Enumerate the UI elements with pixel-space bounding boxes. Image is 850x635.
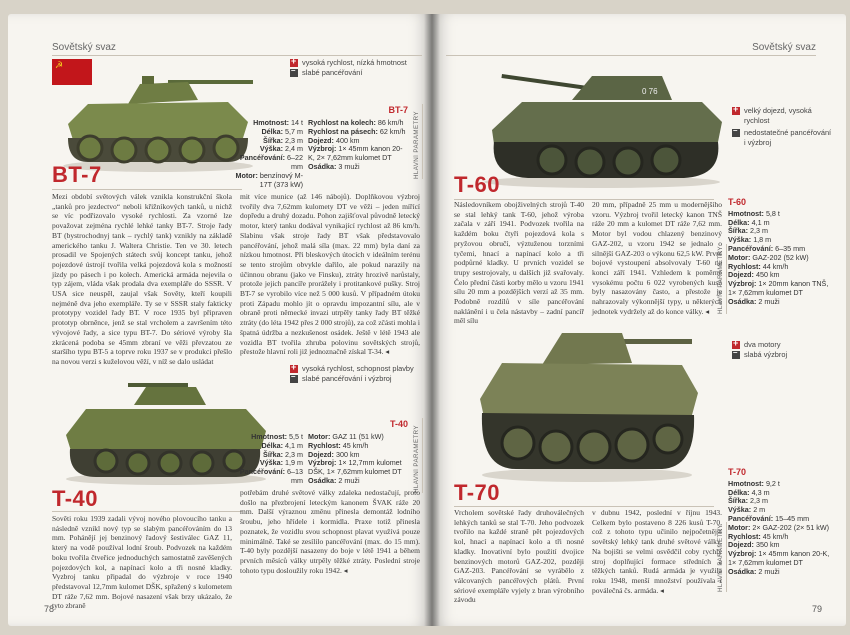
param-label: Výzbroj:	[308, 144, 337, 154]
minus-icon	[732, 129, 740, 137]
svg-text:0 76: 0 76	[642, 87, 658, 96]
page-number: 78	[44, 604, 55, 614]
t60-text-col1: Následovníkem obojživelných strojů T-40 se stal lehký tank T-60, jehož výroba začala v září 1941. Podvozek tvořila na každém boku čtyři pojezdová kola s pryžovou obručí, výztuženou torzními tyčemi, hnací a napínací kolo a tři podpůrné kladky. U prvních vozidel se trupy sestrojovaly, u dalších již svařovaly. Čelo přední části korby mělo u vzoru 1941 sílu 20 mm a pozdějších verzí až 35 mm. Podobně rozdílů v síle pancéřování naklánění i u čela nástavby – zadní pancíř měl sílu	[454, 200, 584, 326]
bt7-cons: slabé pancéřování	[302, 68, 363, 77]
t40-title-rule	[52, 511, 242, 512]
t70-tank-image	[472, 319, 702, 484]
t40-cons: slabé pancéřování i výzbroj	[302, 374, 392, 383]
t60-title: T-60	[454, 172, 501, 197]
param-value: 5,8 t	[765, 208, 780, 218]
t40-text-col1: Sověti roku 1939 zadali vývoj nového plovoucího tanku a následně vznikl nový typ se slabým pancéřováním do 13 mm. Pohánějí jej benzinový řadový šestiválec GAZ 11, který na vodě používal lodní šroub. Podvozek na každém boku tvořila čtveřice jednoduchých samostatně zavěšených pojezdových kol, a napínací kolo a tři nosné kladky. Vyzbroj tanku připadal do výzbroje v roce 1940 představoval 12,7mm kulomet DŠK, spřažený s kulometem DT ráže 7,62 mm. Bojové nasazení však brzy ukázalo, že tyto zbraně	[52, 514, 232, 611]
param-value: 4,1 m	[751, 217, 770, 227]
bt7-legend	[290, 58, 407, 78]
param-label: Dojezd:	[308, 135, 334, 145]
page-number: 79	[811, 604, 822, 614]
param-value: 6–35 mm	[775, 243, 806, 253]
minus-icon	[290, 375, 298, 383]
param-value: 1,9 m	[285, 458, 303, 468]
right-page	[432, 14, 846, 626]
t70-text-col2: v dubnu 1942, poslední v říjnu 1943. Celkem bylo postaveno 8 226 kusů T-70, což z tohoto typu učinilo nejpočetnější sovětský lehký tank druhé světové války. Na bojišti se velmi osvědčil coby rychlý stroj doplňující formace středních a těžkých tanků. Rudá armáda je využila roku 1948, menší množství používala i poválečná čs. armáda. ◂	[592, 508, 722, 595]
bt7-title: BT-7	[52, 162, 102, 187]
param-value: 2,3 m	[285, 449, 303, 459]
param-label: Rychlost:	[728, 261, 761, 271]
param-value: GAZ-202 (52 kW)	[752, 252, 809, 262]
param-value: 5,5 t	[289, 432, 303, 441]
param-label: Výzbroj:	[308, 458, 337, 468]
param-label: Osádka:	[308, 161, 337, 171]
param-row	[228, 154, 303, 172]
param-value: 14 t	[291, 118, 303, 127]
t40-pros: vysoká rychlost, schopnost plavby	[302, 364, 414, 373]
param-label: Hmotnost:	[728, 478, 764, 488]
param-value: 62 km/h	[379, 126, 406, 136]
param-row	[308, 145, 408, 163]
param-row	[308, 459, 408, 477]
book-spine	[424, 14, 440, 626]
t40-param-header: T-40	[389, 419, 408, 429]
bt7-text-col2: mit více munice (až 146 nábojů). Doplňkovou výzbroj tvořily dva 7,62mm kulomety DT ve věži – jeden mířící dopředu a druhý dozadu. Pohon zajišťoval původně letecký motor, který tanku dodával vynikající rychlost až 86 km/h. Slabinu však stroje řady BT však představovalo pancéřování, jehož malá síla (max. 22 mm) byla daní za nízkou hmotnost. Při bleskových útocích v ideálním terénu se tento strojům obvykle dařilo, ale pokud narazily na účinnou obranu (jako ve Finsku), ztráty hrozivě narůstaly, protože jejich pancíře prorážely i protitankové pušky. Stroj BT-7 se vyrobilo více než 5 000 kusů. V případném útoku proti Západu mohlo jít o opravdu impozantní sílu, ale v obraně proti německé invazi utrpěly tanky řady BT těžké ztráty (do léta 1942 přes 2 000 strojů), za což zčásti mohla i špatná údržba a nezkušenost osádek. Ještě v létě 1943 ale vozidla BT tvořila zhruba polovinu sovětských strojů, přestože hlavní roli již jednoznačně získal T-34. ◂	[240, 192, 420, 357]
param-row	[228, 172, 303, 190]
param-label: Výška:	[728, 235, 752, 245]
param-value: 450 km	[755, 270, 780, 280]
t60-legend	[732, 106, 832, 148]
param-label: Rychlost na kolech:	[308, 118, 376, 127]
param-label: Dojezd:	[728, 540, 754, 550]
param-value: 9,2 t	[765, 478, 780, 488]
param-value: 2,3 m	[285, 135, 303, 145]
param-label: Šířka:	[263, 135, 284, 145]
param-value: 6–22 mm	[287, 153, 303, 171]
param-label: Hmotnost:	[728, 208, 764, 218]
minus-icon	[732, 351, 740, 359]
param-value: 1× 12,7mm kulomet DŠK, 1× 7,62mm kulomet DT	[308, 458, 402, 477]
param-value: benzínový M-17T (373 kW)	[259, 170, 303, 189]
param-value: 3 muži	[338, 161, 360, 171]
param-value: 4,1 m	[285, 440, 303, 450]
param-value: 2,4 m	[285, 144, 303, 154]
param-value: 2,3 m	[749, 496, 768, 506]
t40-legend	[290, 364, 414, 384]
param-label: Dojezd:	[308, 449, 334, 459]
t70-param-header: T-70	[728, 467, 747, 477]
minus-icon	[290, 69, 298, 77]
t60-parameters	[728, 198, 833, 307]
param-label: Rychlost:	[308, 440, 341, 450]
param-row	[308, 163, 408, 172]
t70-pros: dva motory	[744, 340, 781, 349]
t60-param-header: T-60	[728, 197, 747, 207]
param-label: Šířka:	[728, 226, 748, 236]
param-label: Hmotnost:	[253, 118, 289, 127]
param-label: Délka:	[261, 126, 284, 136]
bt7-pros: vysoká rychlost, nízká hmotnost	[302, 58, 407, 67]
t60-cons: nedostatečné pancéřování i výzbroj	[744, 128, 832, 147]
t70-cons: slabá výzbroj	[744, 350, 788, 359]
param-row	[308, 477, 408, 486]
t60-vertical-label: HLAVNÍ PARAMETRY	[717, 244, 727, 314]
param-value: 1× 45mm kanon 20-K, 1× 7,62mm kulomet DT	[728, 549, 830, 567]
param-label: Rychlost:	[728, 531, 761, 541]
t60-text-col2: 20 mm, případně 25 mm u modernějšího vzoru. Výzbroj tvořil letecký kanon TNŠ ráže 20 mm a kulomet DT ráže 7,62 mm. Motor byl vodou chlazený benzinový GAZ-202, u vzoru 1942 se jednalo o silnější GAZ-203 o výkonu 62,5 kW. První bojové vystoupení absolvovaly T-60 na konci září 1941. Vzhledem k poměrně vysokému počtu 6 022 vyrobených kusů byly nasazovány často, a přestože je nahrazovaly výkonnější typy, u některých jednotek vydržely až do konce války. ◂	[592, 200, 722, 316]
t70-title-rule	[454, 506, 714, 507]
param-value: 5,7 m	[285, 126, 303, 136]
param-label: Šířka:	[263, 449, 284, 459]
param-label: Výzbroj:	[728, 279, 757, 289]
running-head: Sovětský svaz	[52, 42, 116, 53]
param-row	[728, 568, 833, 577]
param-label: Délka:	[261, 440, 284, 450]
param-value: 1× 20mm kanon TNŠ, 1× 7,62mm kulomet DT	[728, 279, 829, 297]
bt7-parameters	[235, 105, 408, 189]
param-value: 2 muži	[758, 296, 780, 306]
bt7-param-header: BT-7	[388, 105, 408, 115]
t40-text-col2: potřebám druhé světové války zdaleka nedostačují, proto došlo na přezbrojení leteckým kanonem ŠVAK ráže 20 mm. Další výraznou změnu přinesla demontáž lodního šroubu, jeho hřídele i kormidla. Praxe totiž přinesla poznatek, že vozidlu svou schopnost plavat využívá pouze minimálně. Také se zesílilo pancéřování (max. do 15 mm). T-40 byly pozdější nasazeny do boje v létě 1941 a během prvních měsíců války utrpěly těžké ztráty. Poslední stroje tohoto typu dosloužily roku 1942. ◂	[240, 488, 420, 575]
param-value: 1× 45mm kanon 20-K, 2× 7,62mm kulomet DT	[308, 144, 403, 163]
t60-pros: velký dojezd, vysoká rychlost	[744, 106, 812, 125]
param-value: 44 km/h	[762, 261, 789, 271]
t70-vertical-label: HLAVNÍ PARAMETRY	[717, 522, 727, 592]
t40-title: T-40	[52, 486, 99, 511]
param-value: 4,3 m	[751, 487, 770, 497]
param-row	[228, 468, 303, 486]
param-value: GAZ 11 (51 kW)	[332, 432, 384, 441]
param-row	[728, 280, 833, 298]
param-label: Šířka:	[728, 496, 748, 506]
param-label: Výzbroj:	[728, 549, 757, 559]
header-rule	[52, 55, 422, 56]
param-row	[728, 298, 833, 307]
param-value: 2,3 m	[749, 226, 768, 236]
t60-tank-image	[472, 50, 732, 190]
param-label: Rychlost na pásech:	[308, 126, 378, 136]
param-label: Osádka:	[728, 566, 757, 576]
param-label: Motor:	[308, 432, 331, 441]
param-value: 350 km	[755, 540, 780, 550]
param-label: Osádka:	[728, 296, 757, 306]
bt7-text-col1: Mezi období světových válek vznikla konstrukční škola „tanků pro jezdectvo“ neboli křižníkových tanků, u nichž se víc podřizovalo vysoké rychlosti. Za vzorné lze považovat zejména rychlé lehké tanky BT-7. Stroje řady BT (bystrochodnyj tank – rychlý tank) vznikly na základě amerického tanku J. Waltera Christie. Ten ve 30. letech prosadil ve Spojených státech svůj koncept tanku, jehož pojezdové ústrojí tvořila velká pojezdová kola s možností jízdy po pásech i po kolech. Americká armáda nejevila o typ zájem, vláda však prodala dva exempláře do SSSR. V USA sice neuspěl, zaujal však Sověty, kteří koupili nejméně dva jeho exempláře. Ty se v SSSR staly fakticky prototypy vozidel řady BT. V roce 1935 byl připraven prototyp obrněnce, jenž se stal vrcholem a završením této vývojové řady, a sice typu BT-7. Do sériové výroby šla zkrácená podoba se 45mm zbraní ve věži převzatou ze staršího typu BT-5 a toprve roku 1937 se v produkci přešlo na novou verzi s kuželovou věží, v níž se dalo usládat	[52, 192, 232, 366]
t70-parameters	[728, 468, 833, 577]
param-label: Výška:	[259, 458, 284, 468]
param-label: Výška:	[259, 144, 284, 154]
bt7-vertical-label: HLAVNÍ PARAMETRY	[413, 104, 423, 179]
param-value: 45 km/h	[762, 531, 789, 541]
param-value: 15–45 mm	[775, 513, 810, 523]
param-value: 2 muži	[338, 475, 360, 485]
param-label: Délka:	[728, 217, 750, 227]
plus-icon	[732, 107, 740, 115]
param-value: 2 m	[753, 505, 766, 515]
param-label: Pancéřování:	[239, 153, 285, 163]
param-value: 2 muži	[758, 566, 780, 576]
soviet-flag-icon: ☭	[52, 59, 92, 85]
param-label: Pancéřování:	[239, 467, 285, 477]
param-label: Dojezd:	[728, 270, 754, 280]
left-page	[8, 14, 432, 626]
t70-title: T-70	[454, 480, 501, 505]
param-value: 86 km/h	[377, 118, 404, 127]
param-label: Motor:	[235, 170, 258, 180]
param-value: 2× GAZ-202 (2× 51 kW)	[752, 522, 830, 532]
t40-vertical-label: HLAVNÍ PARAMETRY	[413, 418, 423, 493]
param-value: 1,8 m	[753, 235, 772, 245]
param-label: Pancéřování:	[728, 243, 774, 253]
param-label: Výška:	[728, 505, 752, 515]
param-label: Motor:	[728, 522, 751, 532]
t70-text-col1: Vrcholem sovětské řady druhoválečných lehkých tanků se stal T-70. Jeho podvozek tvořilo na každé straně pět pojezdových kol, hnací a napínací kolo a tři nosné kladky. Inovativní bylo použití dvojice benzinových motorů GAZ-202, později GAZ-203. Pancéřování se vyrábělo z válcovaných pancéřových plátů. První sériové exempláře vyjely z bran výrobního závodu	[454, 508, 584, 605]
bt7-title-rule	[52, 189, 242, 190]
param-row	[728, 550, 833, 568]
param-value: 45 km/h	[342, 440, 369, 450]
param-label: Hmotnost:	[251, 432, 287, 441]
param-label: Motor:	[728, 252, 751, 262]
param-label: Délka:	[728, 487, 750, 497]
param-value: 6–13 mm	[287, 467, 303, 485]
param-value: 400 km	[335, 135, 360, 145]
param-label: Pancéřování:	[728, 513, 774, 523]
param-label: Osádka:	[308, 475, 337, 485]
param-value: 300 km	[335, 449, 360, 459]
running-head: Sovětský svaz	[752, 42, 816, 53]
t70-legend	[732, 340, 787, 360]
